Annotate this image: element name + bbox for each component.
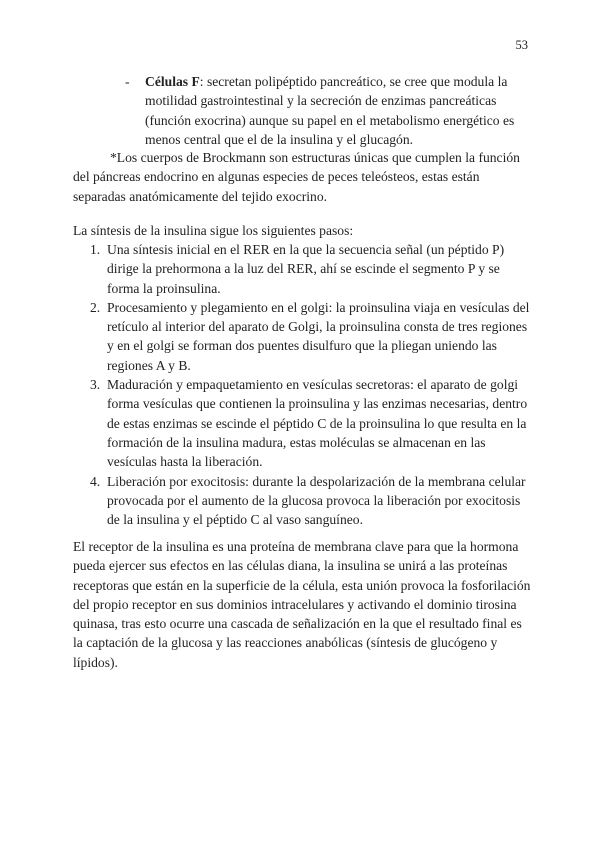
- bullet-item-celulas-f: [125, 72, 535, 149]
- brockmann-note: *Los cuerpos de Brockmann son estructuras únicas que cumplen la función del páncreas endocrino en algunas especies de peces teleósteos, estas están separadas anatómicamente del tejido exocrino.: [73, 150, 520, 204]
- list-item: [90, 240, 535, 298]
- bullet-term: Células F: [145, 74, 200, 89]
- bullet-description: : secretan polipéptido pancreático, se cree que modula la motilidad gastrointestinal y la secreción de enzimas pancreáticas (función exocrina) aunque su papel en el metabolismo energético es menos central que el de la insulina y el glucagón.: [145, 74, 515, 147]
- step-number: 1.: [90, 242, 101, 257]
- bullet-text: [145, 72, 535, 149]
- step-text: Maduración y empaquetamiento en vesículas secretoras: el aparato de golgi forma vesículas que contienen la proinsulina y las enzimas necesarias, dentro de estas enzimas se escinde el péptido C de la proinsulina lo que resulta en la formación de la insulina madura, estas moléculas se almacenan en las vesículas hasta la liberación.: [107, 377, 528, 470]
- list-item: [90, 298, 535, 375]
- page-number: 53: [515, 38, 528, 52]
- step-number: 2.: [90, 299, 101, 315]
- synthesis-steps-list: [90, 240, 535, 529]
- step-text: Liberación por exocitosis: durante la despolarización de la membrana celular provocada por el aumento de la glucosa provoca la liberación por exocitosis de la insulina y el péptido C al vaso sanguíneo.: [107, 473, 526, 528]
- step-number: 3.: [90, 377, 101, 393]
- bullet-dash: -: [125, 74, 130, 89]
- receptor-paragraph: El receptor de la insulina es una proteína de membrana clave para que la hormona pueda ejercer sus efectos en las células diana, la insulina se unirá a las proteínas receptoras que están en la superficie de la célula, esta unión provoca la fosforilación del propio receptor en sus dominios intracelulares y activando el dominio tirosina quinasa, tras esto ocurre una cascada de señalización en la que el resultado final es la captación de la glucosa y las reacciones anabólicas (síntesis de glucógeno y lípidos).: [73, 539, 531, 670]
- step-number: 4.: [90, 473, 101, 489]
- list-item: [90, 472, 535, 530]
- step-text: Una síntesis inicial en el RER en la que la secuencia señal (un péptido P) dirige la prehormona a la luz del RER, ahí se escinde el segmento P y se forma la proinsulina.: [107, 242, 505, 296]
- step-text: Procesamiento y plegamiento en el golgi: la proinsulina viaja en vesículas del retículo al interior del aparato de Golgi, la proinsulina consta de tres regiones y en el golgi se forman dos puentes disulfuro que la pliegan uniendo las regiones A y B.: [107, 299, 530, 373]
- list-item: [90, 375, 535, 471]
- synthesis-intro: La síntesis de la insulina sigue los siguientes pasos:: [73, 223, 354, 238]
